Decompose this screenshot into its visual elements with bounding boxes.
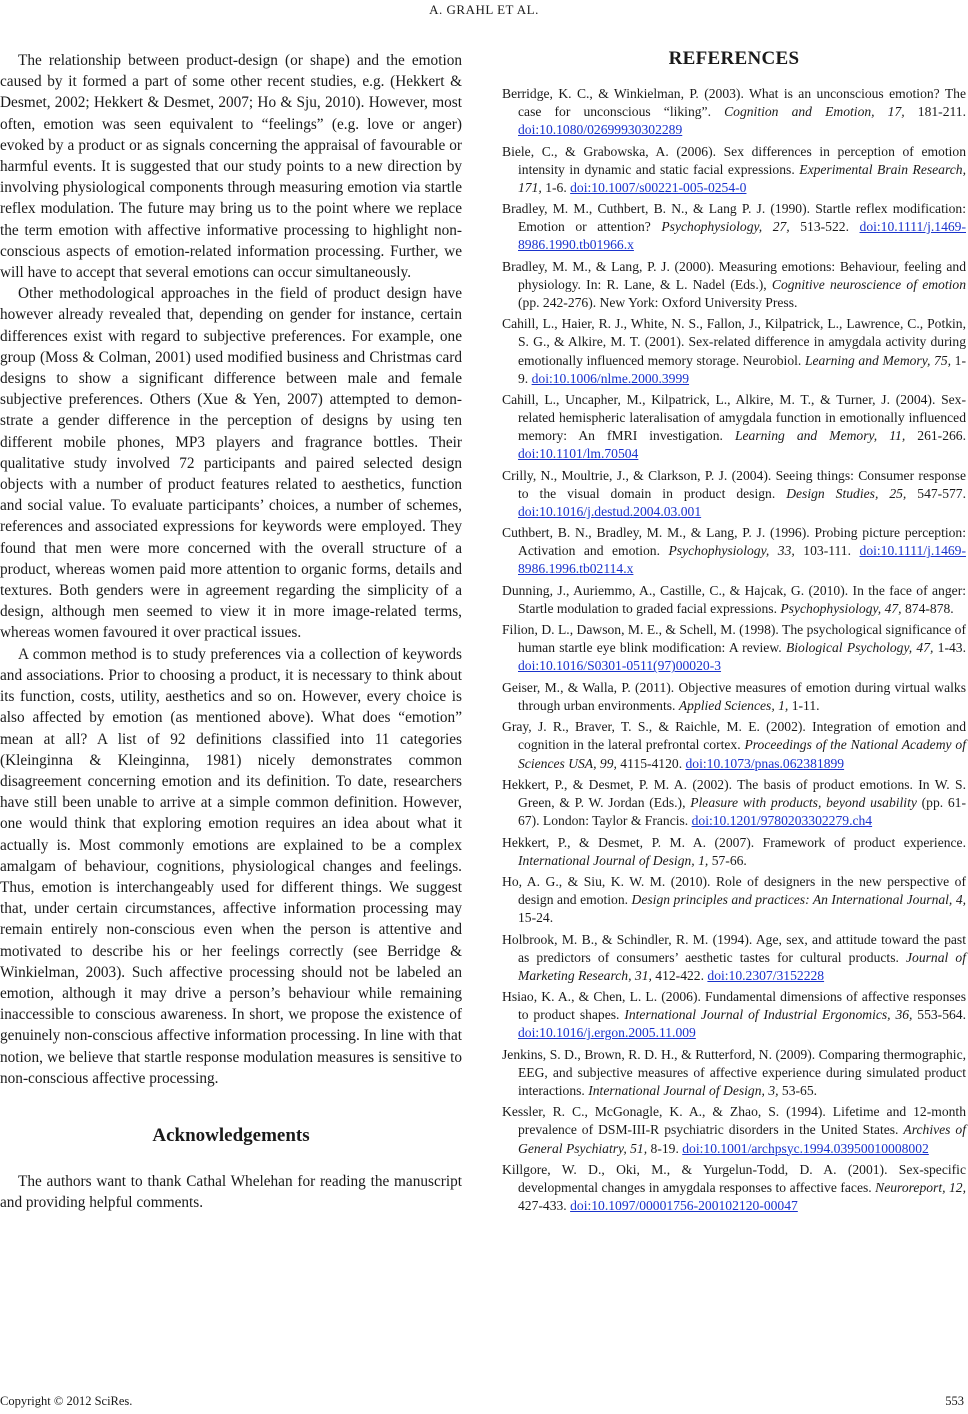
doi-link[interactable]: doi:10.1016/S0301-0511(97)00020-3 xyxy=(518,658,722,674)
reference-pages: (pp. 61-67). London: Taylor & Francis. xyxy=(518,795,966,829)
reference-pages: 1-6. xyxy=(541,179,571,195)
reference-item xyxy=(502,524,966,578)
doi-link[interactable]: doi:10.1080/02699930302289 xyxy=(518,122,683,138)
reference-pages: 553-564. xyxy=(912,1007,967,1023)
reference-text: Crilly, N., Moultrie, J., & Clarkson, P. J. (2004). Seeing things: Consumer response to the visual domain in product design. xyxy=(502,467,966,501)
reference-pages: 4115-4120. xyxy=(616,755,686,771)
reference-journal: Learning and Memory, 75, xyxy=(804,352,952,368)
reference-item xyxy=(502,679,966,715)
reference-journal: Psychophysiology, 33, xyxy=(668,543,795,559)
reference-text: Bradley, M. M., & Lang, P. J. (2000). Measuring emotions: Behaviour, feeling and physiology. In: R. Lane, & L. Nadel (Eds.), xyxy=(502,258,966,292)
reference-pages: 8-19. xyxy=(647,1140,683,1156)
reference-item xyxy=(502,873,966,927)
body-paragraph-2: Other methodological approaches in the field of product design have however already revealed that, depending on gender for instance, certain differences exist with regard to subjective preferences. For example, one group (Moss & Colman, 2001) used modified business and Christmas card designs to show a significant difference between male and female subjective preferences. Others (Xue & Yen, 2007) attempted to demonstrate a gender difference in the perception of designs by using ten different mobile phones, MP3 players and fragrance bottles. Their qualitative study involved 72 participants and paired selected design objects with a number of product features related to aesthetics, function and social value. To evaluate participants’ choices, a number of schemes, references and associated expressions for keywords were employed. They found that men were more concerned with the overall structure of a product, whereas women paid more attention to organic forms, details and textures. Both genders were in agreement regarding the simplicity of a design, although men seemed to view it in more image-related terms, whereas women favoured it over practical issues. xyxy=(0,285,462,642)
copyright-footer: Copyright © 2012 SciRes. xyxy=(0,1394,133,1408)
doi-link[interactable]: doi:10.1007/s00221-005-0254-0 xyxy=(570,179,747,195)
doi-link[interactable]: doi:10.1111/j.1469-8986.1990.tb01966.x xyxy=(518,219,966,253)
reference-journal: Design Studies, 25, xyxy=(786,485,907,501)
reference-journal: Journal of Marketing Research, 31, xyxy=(518,949,966,983)
doi-link[interactable]: doi:10.1101/lm.70504 xyxy=(518,446,639,462)
references-heading: REFERENCES xyxy=(668,48,800,69)
running-head: A. GRAHL ET AL. xyxy=(429,2,539,17)
reference-pages: 427-433. xyxy=(518,1198,571,1214)
reference-text: Kessler, R. C., McGonagle, K. A., & Zhao, S. (1994). Lifetime and 12-month prevalence of DSM-III-R psychiatric disorders in the United States. xyxy=(502,1104,966,1138)
reference-pages: 1-11. xyxy=(788,697,820,713)
reference-text: Biele, C., & Grabowska, A. (2006). Sex differences in perception of emotion intensity in dynamic and static facial expressions. xyxy=(502,143,966,177)
doi-link[interactable]: doi:10.1111/j.1469-8986.1996.tb02114.x xyxy=(518,543,966,577)
reference-pages: 412-422. xyxy=(651,967,708,983)
reference-pages: 103-111. xyxy=(794,543,860,559)
reference-item xyxy=(502,1103,966,1157)
reference-journal: Experimental Brain Research, 171, xyxy=(518,161,966,195)
reference-pages: (pp. 242-276). New York: Oxford University Press. xyxy=(518,294,798,310)
reference-text: Hsiao, K. A., & Chen, L. L. (2006). Fundamental dimensions of affective responses to product shapes. xyxy=(502,989,966,1023)
body-paragraph-1: The relationship between product-design (or shape) and the emotion caused by it formed a part of some other recent studies, e.g. (Hekkert & Desmet, 2002; Hekkert & Desmet, 2007; Ho & Sju, 2010). However, most often, emotion was seen equivalent to “feelings” (e.g. love or anger) evoked by a product or as signals concerning the appraisal of favourable or harmful events. It is suggested that our study points to a new direction by involving physiological components through measuring emotion via startle reflex modulation. The future may bring us to the point where we replace the term emotion with affective informative processing to highlight non-conscious aspects of emotion-related information processing. Further, we will have to accept that several emotions can occur simultaneously. xyxy=(0,52,462,282)
reference-text: Jenkins, S. D., Brown, R. D. H., & Rutterford, N. (2009). Comparing thermographic, EEG, and subjective measures of affective experience during simulated product interactions. xyxy=(502,1046,966,1098)
doi-link[interactable]: doi:10.1201/9780203302279.ch4 xyxy=(691,813,873,829)
reference-text: Cahill, L., Uncapher, M., Kilpatrick, L., Alkire, M. T., & Turner, J. (2004). Sex-related hemispheric lateralisation of amygdala function in emotionally influenced memory: An fMRI investigation. xyxy=(502,391,966,444)
doi-link[interactable]: doi:10.1016/j.ergon.2005.11.009 xyxy=(518,1025,696,1041)
reference-item xyxy=(502,834,966,870)
reference-journal: Archives of General Psychiatry, 51, xyxy=(518,1122,966,1156)
reference-item xyxy=(502,931,966,985)
reference-text: Holbrook, M. B., & Schindler, R. M. (1994). Age, sex, and attitude toward the past as predictors of consumers’ aesthetic tastes for cultural products. xyxy=(502,931,966,965)
reference-item xyxy=(502,988,966,1042)
reference-text: Cuthbert, B. N., Bradley, M. M., & Lang, P. J. (1996). Probing picture perception: Activation and emotion. xyxy=(502,525,966,559)
reference-journal: Neuroreport, 12, xyxy=(875,1179,966,1195)
reference-journal: Cognitive neuroscience of emotion xyxy=(771,276,966,292)
reference-text: Geiser, M., & Walla, P. (2011). Objective measures of emotion during virtual walks through urban environments. xyxy=(502,679,966,713)
reference-journal: Applied Sciences, 1, xyxy=(678,697,789,713)
reference-journal: International Journal of Design, 1, xyxy=(518,852,709,868)
reference-text: Filion, D. L., Dawson, M. E., & Schell, M. (1998). The psychological significance of human startle eye blink modification: A review. xyxy=(502,622,966,656)
reference-journal: Cognition and Emotion, 17, xyxy=(724,104,905,120)
reference-item xyxy=(502,582,966,618)
reference-journal: Biological Psychology, 47, xyxy=(785,640,934,656)
reference-item xyxy=(502,467,966,521)
doi-link[interactable]: doi:10.1097/00001756-200102120-00047 xyxy=(570,1198,798,1214)
doi-link[interactable]: doi:10.1016/j.destud.2004.03.001 xyxy=(518,503,702,519)
page-number: 553 xyxy=(945,1394,964,1408)
reference-pages: 1-43. xyxy=(933,640,966,656)
reference-item xyxy=(502,776,966,830)
reference-item xyxy=(502,1161,966,1215)
reference-journal: International Journal of Industrial Ergonomics, 36, xyxy=(624,1007,913,1023)
reference-text: Ho, A. G., & Siu, K. W. M. (2010). Role of designers in the new perspective of design and emotion. xyxy=(502,874,966,908)
references-column xyxy=(502,48,966,1218)
doi-link[interactable]: doi:10.1001/archpsyc.1994.03950010008002 xyxy=(682,1140,929,1156)
reference-item xyxy=(502,258,966,312)
reference-text: Dunning, J., Auriemmo, A., Castille, C., & Hajcak, G. (2010). In the face of anger: Startle modulation to graded facial expressions. xyxy=(502,582,966,616)
reference-pages: 15-24. xyxy=(518,910,554,926)
reference-journal: Psychophysiology, 47, xyxy=(780,600,902,616)
reference-item xyxy=(502,718,966,772)
reference-pages: 1-9. xyxy=(518,352,966,386)
reference-journal: Learning and Memory, 11, xyxy=(734,428,906,444)
acknowledgements-text: The authors want to thank Cathal Whelehan for reading the manuscript and providing helpful comments. xyxy=(0,1172,462,1212)
reference-item xyxy=(502,621,966,675)
reference-text: Gray, J. R., Braver, T. S., & Raichle, M. E. (2002). Integration of emotion and cognition in the lateral prefrontal cortex. xyxy=(502,719,966,753)
reference-item xyxy=(502,85,966,139)
reference-text: Hekkert, P., & Desmet, P. M. A. (2007). Framework of product experience. xyxy=(502,834,966,850)
reference-journal: Pleasure with products, beyond usability xyxy=(690,795,917,811)
reference-journal: International Journal of Design, 3, xyxy=(588,1082,779,1098)
reference-pages: 53-65. xyxy=(778,1082,818,1098)
reference-item xyxy=(502,391,966,463)
reference-item xyxy=(502,315,966,387)
body-column xyxy=(0,50,462,1213)
reference-journal: Psychophysiology, 27, xyxy=(661,219,790,235)
reference-pages: 181-211. xyxy=(904,104,966,120)
reference-item xyxy=(502,200,966,254)
reference-text: Cahill, L., Haier, R. J., White, N. S., Fallon, J., Kilpatrick, L., Lawrence, C., Potkin, S. G., & Alkire, M. T. (2001). Sex-related difference in amygdala activity during emotionally influenced memory storage. Neurobiol. xyxy=(502,316,966,368)
body-paragraph-3: A common method is to study preferences via a collection of keywords and associations. Prior to choosing a product, it is necessary to think about its function, costs, utility, aesthetics and so on. However, every choice is also affected by emotion (as mentioned above). What does “emotion” mean at all? A list of 92 definitions classified into 11 categories (Kleinginna & Kleinginna, 1981) nicely demonstrates common disagreement concerning emotion and its definition. To date, researchers have still been unable to arrive at a simple common definition. However, one would think that exploring emotion requires an idea about what it actually is. Most commonly emotions are explained to be a complex amalgam of behaviour, cognitions, physiological changes and feelings. Thus, emotion is interchangeably used for different things. We suggest that, under certain circumstances, affective information processing may remain entirely non-conscious even when the person is attentive and motivated to describe his or her feelings correctly (see Berridge & Winkielman, 2003). Such affective processing should not be labeled an emotion, although it may drive a person’s behaviour while remaining inaccessible to conscious awareness. In short, we propose the existence of genuinely non-conscious affective information processing. In line with that notion, we believe that startle response modulation measures is sensitive to non-conscious affective processing. xyxy=(0,645,462,1087)
doi-link[interactable]: doi:10.2307/3152228 xyxy=(707,967,825,983)
reference-list xyxy=(502,85,966,1215)
reference-journal: Design principles and practices: An International Journal, 4, xyxy=(631,892,967,908)
doi-link[interactable]: doi:10.1006/nlme.2000.3999 xyxy=(531,370,690,386)
doi-link[interactable]: doi:10.1073/pnas.062381899 xyxy=(685,755,845,771)
reference-text: Bradley, M. M., Cuthbert, B. N., & Lang P. J. (1990). Startle reflex modification: Emotion or attention? xyxy=(502,201,966,235)
reference-pages: 513-522. xyxy=(789,219,860,235)
reference-text: Berridge, K. C., & Winkielman, P. (2003). What is an unconscious emotion? The case for unconscious “liking”. xyxy=(502,86,966,120)
reference-pages: 57-66. xyxy=(708,852,747,868)
acknowledgements-heading: Acknowledgements xyxy=(152,1124,310,1146)
reference-item xyxy=(502,1046,966,1100)
reference-pages: 261-266. xyxy=(905,428,966,444)
reference-text: Hekkert, P., & Desmet, P. M. A. (2002). The basis of product emotions. In W. S. Green, & P. W. Jordan (Eds.), xyxy=(502,776,966,811)
reference-pages: 547-577. xyxy=(906,485,966,501)
reference-pages: 874-878. xyxy=(901,600,954,616)
reference-text: Killgore, W. D., Oki, M., & Yurgelun-Todd, D. A. (2001). Sex-specific developmental changes in amygdala responses to affective faces. xyxy=(502,1161,966,1195)
reference-item xyxy=(502,143,966,197)
reference-journal: Proceedings of the National Academy of Sciences USA, 99, xyxy=(518,737,966,771)
